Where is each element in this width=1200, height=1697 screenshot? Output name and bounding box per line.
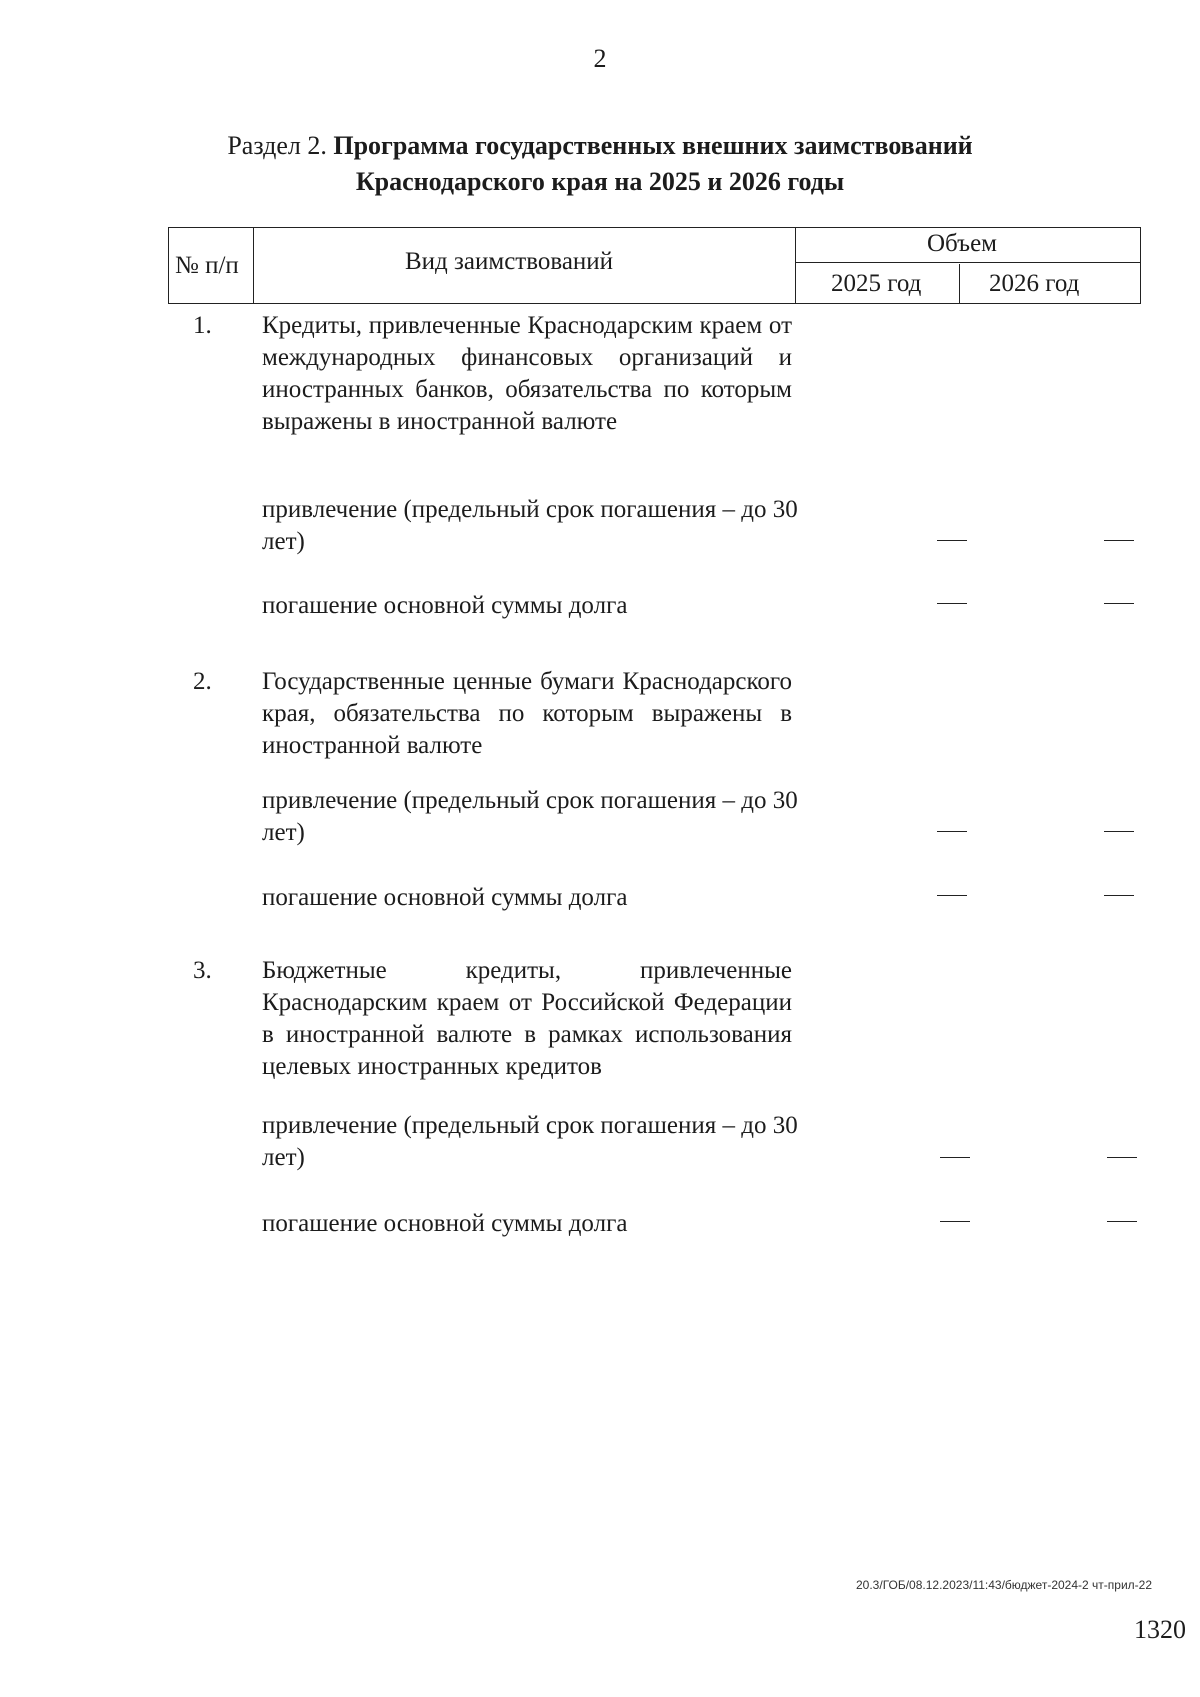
value-2026-dash [1104, 540, 1134, 541]
column-header-volume: Объем [927, 230, 997, 257]
value-2025-dash [940, 1221, 970, 1222]
section-heading [0, 128, 1200, 200]
column-header-2026: 2026 год [989, 270, 1080, 297]
sub-row-label: привлечение (предельный срок погашения – до 30 лет) [262, 1112, 798, 1171]
document-code: 20.3/ГОБ/08.12.2023/11:43/бюджет-2024-2 чт-прил-22 [856, 1578, 1152, 1592]
header-divider [959, 264, 960, 303]
row-number: 1. [193, 312, 212, 339]
sub-row-label: погашение основной суммы долга [262, 884, 628, 911]
heading-title-line-2: Краснодарского края на 2025 и 2026 годы [355, 167, 845, 196]
heading-line-1 [0, 128, 1200, 164]
page-number: 2 [593, 44, 607, 73]
value-2025-dash [937, 831, 967, 832]
value-2026-dash [1104, 895, 1134, 896]
table-header [168, 227, 1141, 304]
sub-row-label: погашение основной суммы долга [262, 592, 628, 619]
sheet-number: 1320 [1134, 1615, 1186, 1644]
value-2026-dash [1107, 1221, 1137, 1222]
sub-row-label: привлечение (предельный срок погашения – до 30 лет) [262, 787, 798, 846]
value-2025-dash [937, 895, 967, 896]
row-number: 3. [193, 957, 212, 984]
header-divider [795, 262, 1140, 263]
header-divider [253, 228, 254, 303]
row-description: Бюджетные кредиты, привлеченные Краснодарским краем от Российской Федерации в иностранной валюте в рамках использования целевых иностранных кредитов [262, 957, 792, 1080]
heading-title-line-1: Программа государственных внешних заимствований [333, 131, 973, 160]
sub-row-label: погашение основной суммы долга [262, 1210, 628, 1237]
value-2026-dash [1104, 831, 1134, 832]
column-header-2025: 2025 год [831, 270, 922, 297]
row-description: Государственные ценные бумаги Краснодарского края, обязательства по которым выражены в иностранной валюте [262, 668, 792, 759]
sub-row-label: привлечение (предельный срок погашения – до 30 лет) [262, 496, 798, 555]
value-2025-dash [937, 603, 967, 604]
value-2025-dash [940, 1157, 970, 1158]
column-header-type: Вид заимствований [405, 248, 614, 275]
value-2026-dash [1104, 603, 1134, 604]
header-divider [795, 228, 796, 303]
row-number: 2. [193, 668, 212, 695]
heading-prefix: Раздел 2. [227, 131, 327, 160]
row-description: Кредиты, привлеченные Краснодарским краем от международных финансовых организаций и иностранных банков, обязательства по которым выражены в иностранной валюте [262, 312, 792, 435]
column-header-number: № п/п [175, 252, 239, 279]
value-2026-dash [1107, 1157, 1137, 1158]
value-2025-dash [937, 540, 967, 541]
